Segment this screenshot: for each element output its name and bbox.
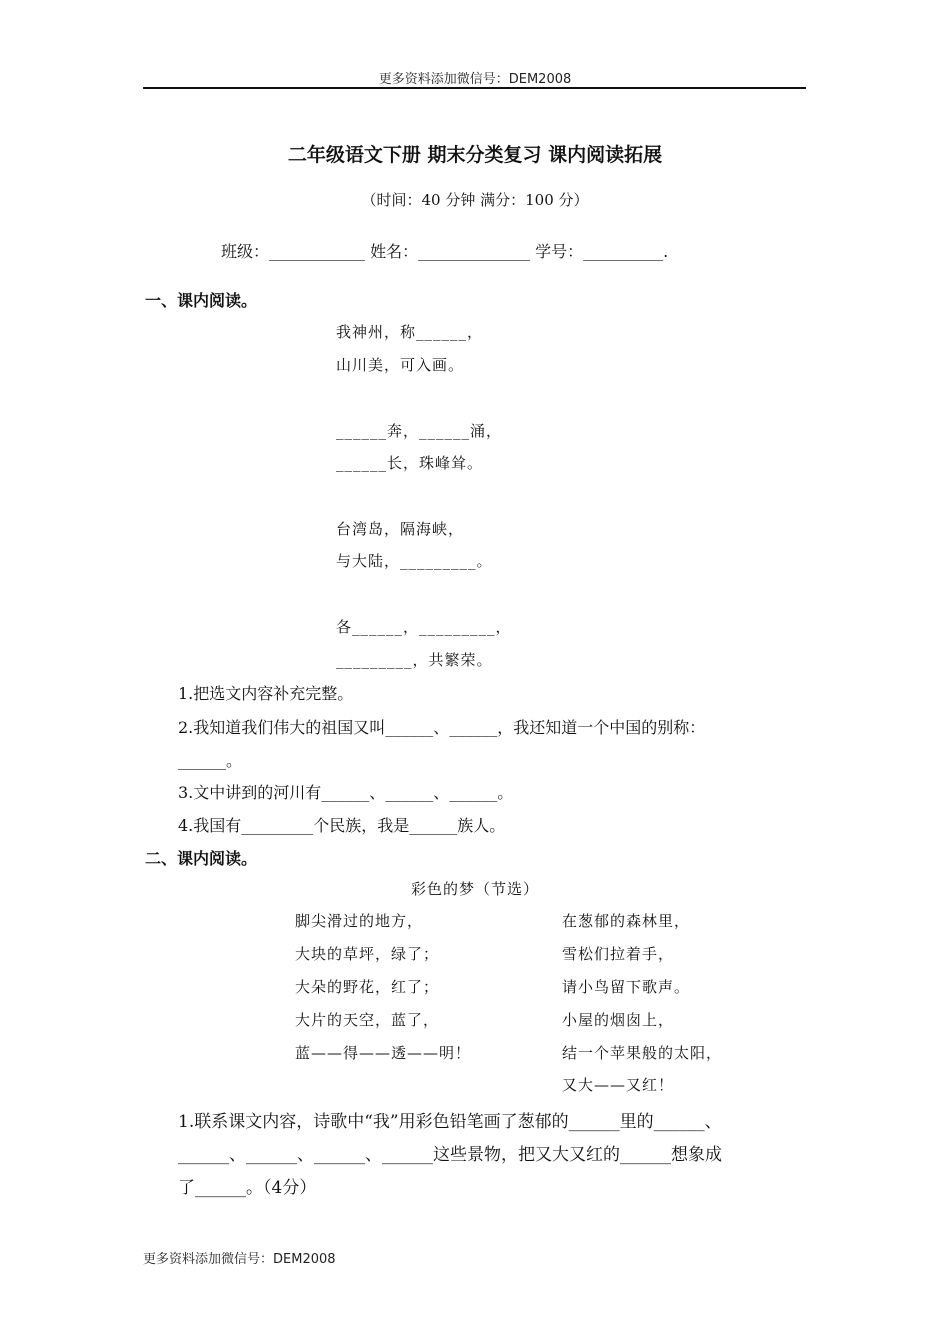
poem-left-line: 大朵的野花，红了； (295, 978, 440, 996)
poem-right-line: 在葱郁的森林里， (562, 912, 691, 930)
poem-right-line: 结一个苹果般的太阳， (562, 1044, 723, 1062)
poem-line: 山川美，可入画。 (336, 356, 465, 374)
poem-line: _________，共繁荣。 (336, 651, 493, 669)
poem-right-line: 请小鸟留下歌声。 (562, 978, 691, 996)
poem-left-line: 蓝——得——透——明！ (295, 1044, 472, 1062)
poem-line: 与大陆，_________。 (336, 552, 493, 570)
exam-info: （时间：40 分钟 满分：100 分） (361, 191, 589, 209)
question-1-cont: ______、______、______、______这些景物，把又大又红的______想象成 (178, 1145, 722, 1165)
poem-right-line: 小屋的烟囱上， (562, 1011, 675, 1029)
question-3: 3.文中讲到的河川有______、______、______。 (178, 783, 514, 802)
section2-heading: 二、课内阅读。 (145, 849, 258, 868)
poem-left-line: 大片的天空，蓝了， (295, 1011, 440, 1029)
poem-line: 台湾岛，隔海峡， (336, 520, 465, 538)
poem-line: 各______，_________， (336, 618, 512, 636)
poem-right-line: 雪松们拉着手， (562, 945, 675, 963)
poem-left-line: 大块的草坪，绿了； (295, 945, 440, 963)
question-2-cont: ______。 (178, 751, 243, 770)
poem-line: ______奔，______涌， (336, 422, 503, 440)
section1-heading: 一、课内阅读。 (145, 291, 258, 310)
poem-title: 彩色的梦（节选） (410, 880, 539, 898)
question-4: 4.我国有_________个民族，我是______族人。 (178, 816, 506, 835)
student-info-line: 班级：____________ 姓名：______________ 学号：__________. (221, 242, 669, 261)
question-1: 1.联系课文内容，诗歌中“我”用彩色铅笔画了葱郁的______里的______、 (178, 1112, 722, 1132)
page-header: 更多资料添加微信号：DEM2008 (378, 72, 572, 87)
page-footer: 更多资料添加微信号：DEM2008 (143, 1252, 336, 1267)
poem-right-line: 又大——又红！ (562, 1076, 675, 1094)
poem-line: ______长，珠峰耸。 (336, 454, 484, 472)
header-rule (143, 87, 806, 89)
question-1: 1.把选文内容补充完整。 (178, 684, 354, 703)
poem-left-line: 脚尖滑过的地方， (295, 912, 424, 930)
page-title: 二年级语文下册 期末分类复习 课内阅读拓展 (287, 144, 663, 166)
question-1-cont: 了______。（4分） (178, 1178, 317, 1198)
poem-line: 我神州，称______， (336, 323, 484, 341)
question-2: 2.我知道我们伟大的祖国又叫______、______，我还知道一个中国的别称： (178, 718, 706, 737)
